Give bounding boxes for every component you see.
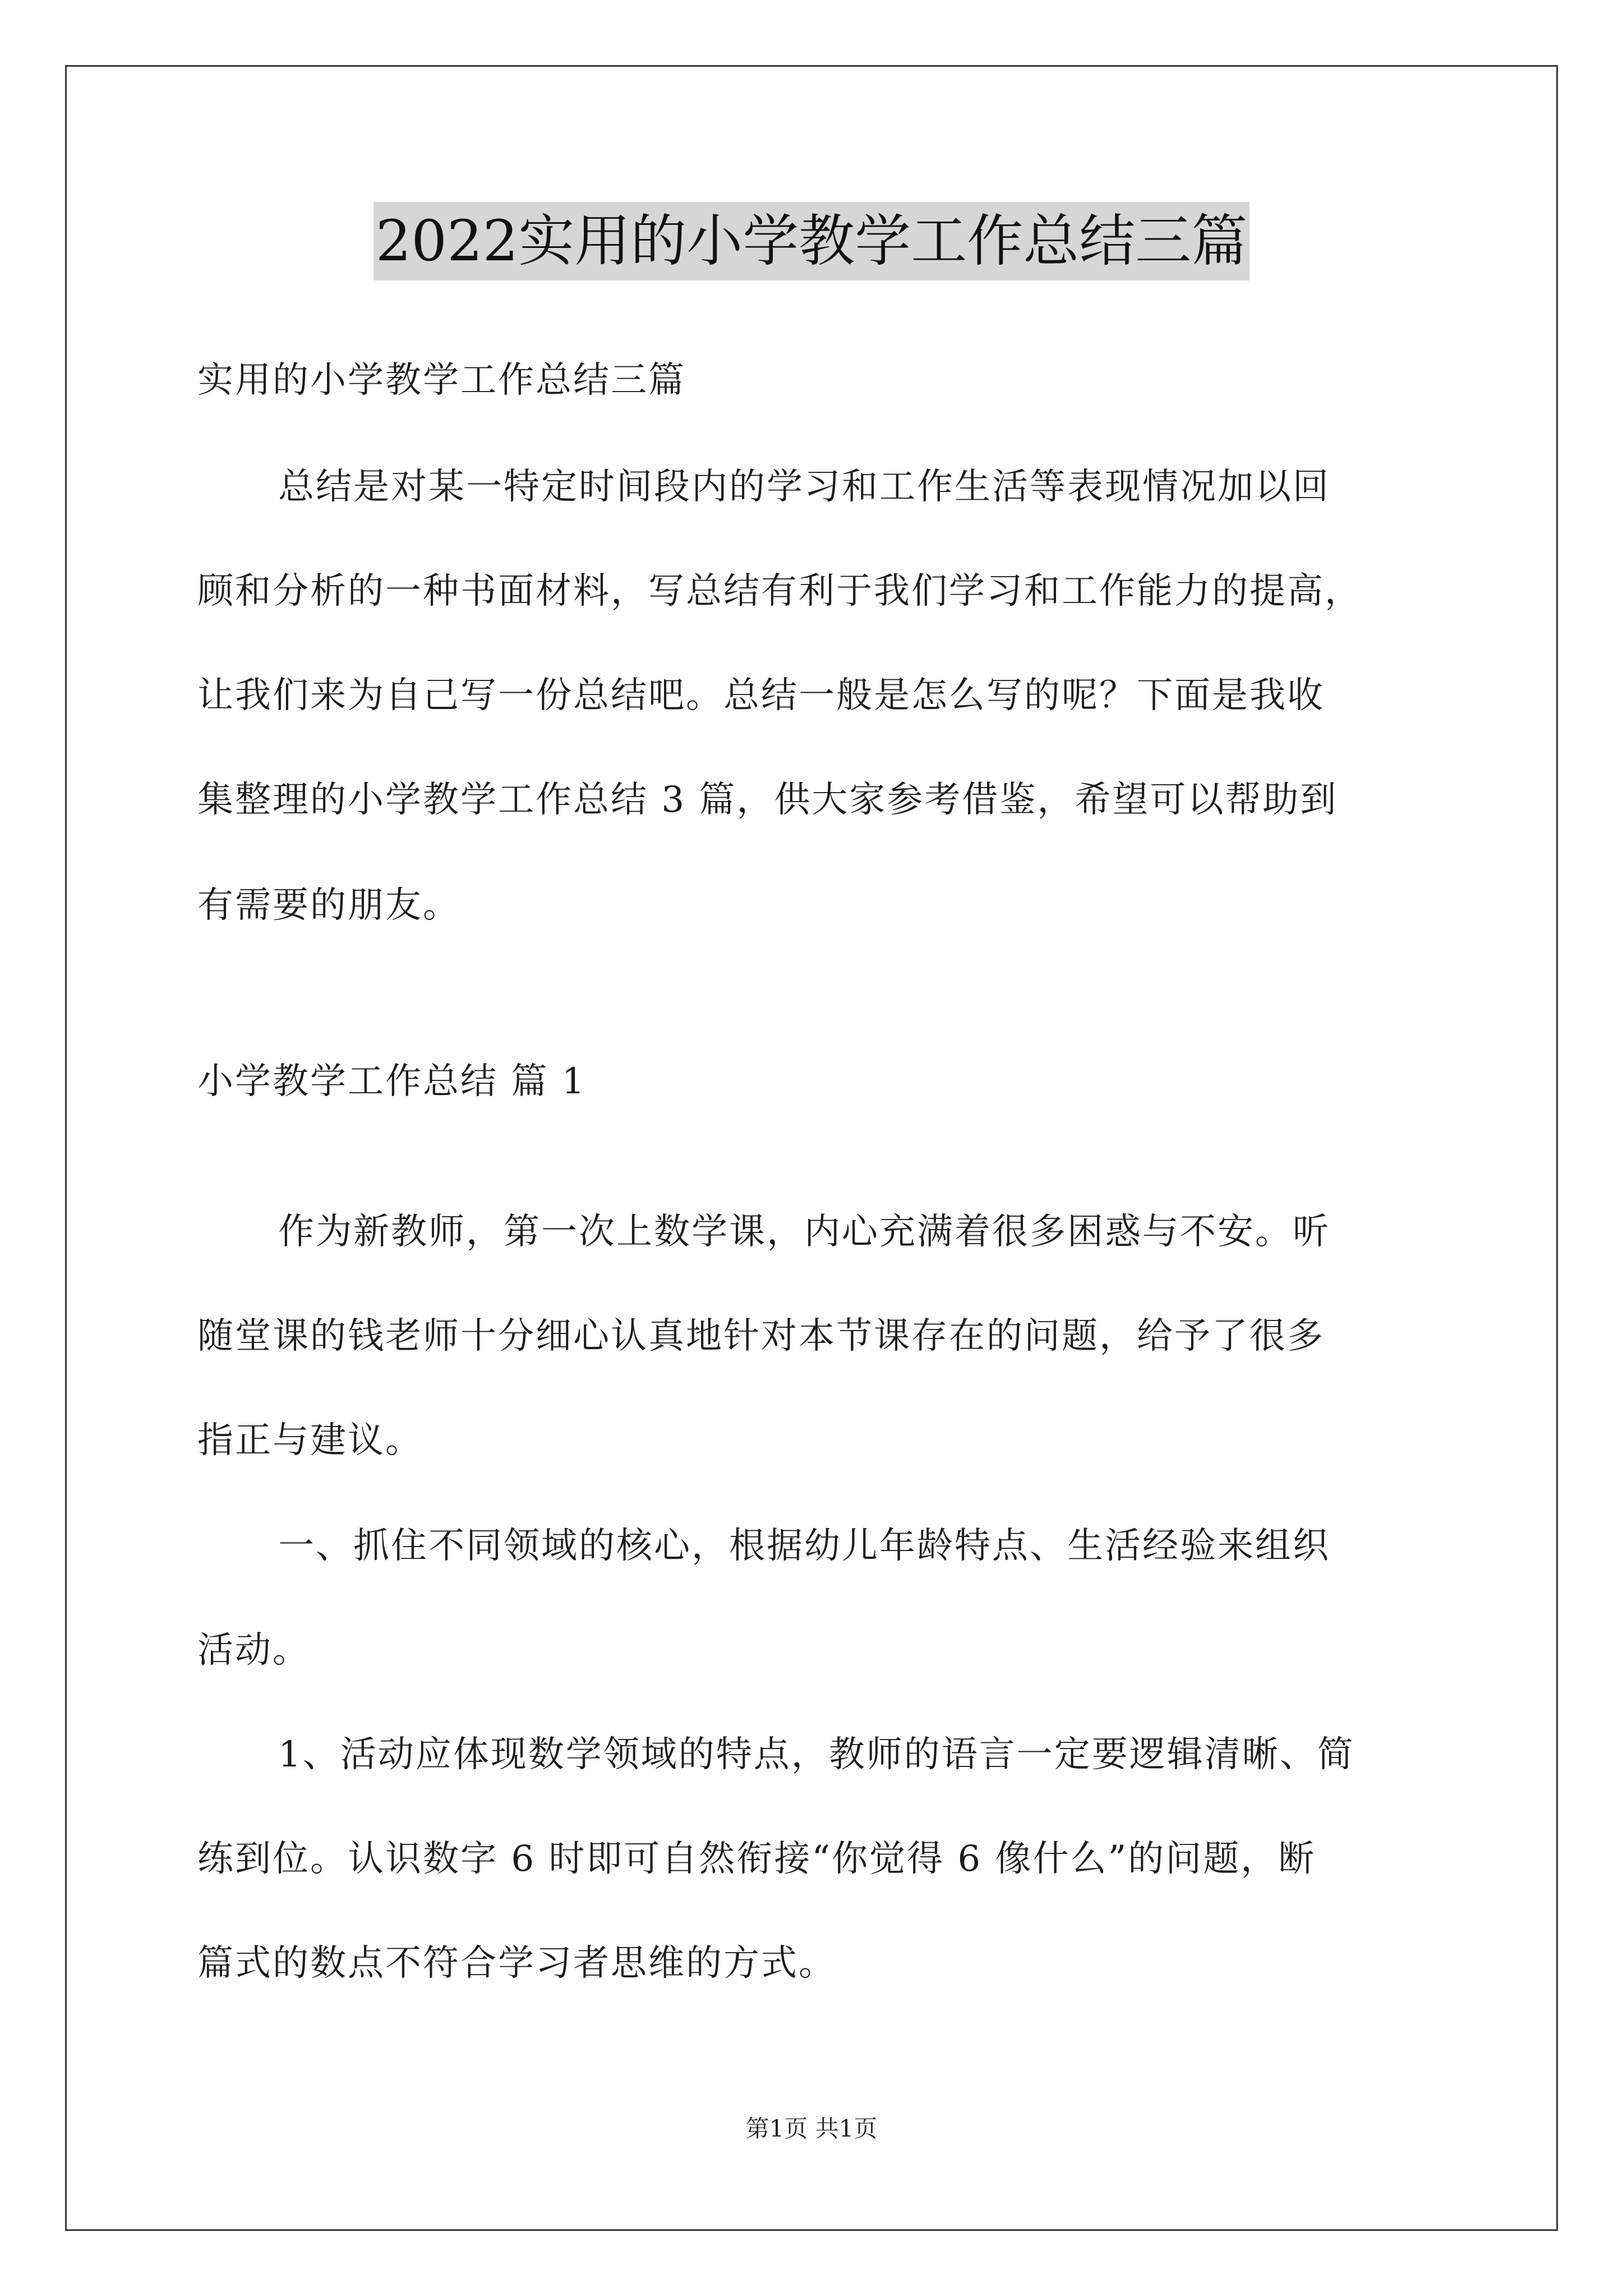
paragraph-line: 一、抓住不同领域的核心，根据幼儿年龄特点、生活经验来组织 bbox=[278, 1525, 1330, 1567]
intro-line: 让我们来为自己写一份总结吧。总结一般是怎么写的呢？下面是我收 bbox=[197, 675, 1325, 716]
title-container bbox=[0, 202, 1623, 280]
section-heading: 小学教学工作总结 篇 1 bbox=[197, 1061, 587, 1102]
paragraph-line: 1、活动应体现数学领域的特点，教师的语言一定要逻辑清晰、简 bbox=[278, 1734, 1355, 1775]
intro-line: 集整理的小学教学工作总结 3 篇，供大家参考借鉴，希望可以帮助到 bbox=[197, 779, 1338, 821]
intro-line: 总结是对某一特定时间段内的学习和工作生活等表现情况加以回 bbox=[278, 466, 1330, 508]
page-footer: 第1页 共1页 bbox=[745, 2115, 878, 2142]
document-title: 2022实用的小学教学工作总结三篇 bbox=[374, 202, 1250, 280]
paragraph-line: 练到位。认识数字 6 时即可自然衔接“你觉得 6 像什么”的问题，断 bbox=[197, 1838, 1316, 1880]
paragraph-line: 随堂课的钱老师十分细心认真地针对本节课存在的问题，给予了很多 bbox=[197, 1315, 1325, 1357]
document-subtitle: 实用的小学教学工作总结三篇 bbox=[197, 360, 686, 401]
paragraph-line: 活动。 bbox=[197, 1630, 310, 1671]
paragraph-line: 篇式的数点不符合学习者思维的方式。 bbox=[197, 1943, 836, 1984]
intro-line: 有需要的朋友。 bbox=[197, 885, 460, 926]
paragraph-line: 指正与建议。 bbox=[197, 1420, 423, 1461]
paragraph-line: 作为新教师，第一次上数学课，内心充满着很多困惑与不安。听 bbox=[278, 1211, 1330, 1253]
intro-line: 顾和分析的一种书面材料，写总结有利于我们学习和工作能力的提高， bbox=[197, 570, 1362, 612]
